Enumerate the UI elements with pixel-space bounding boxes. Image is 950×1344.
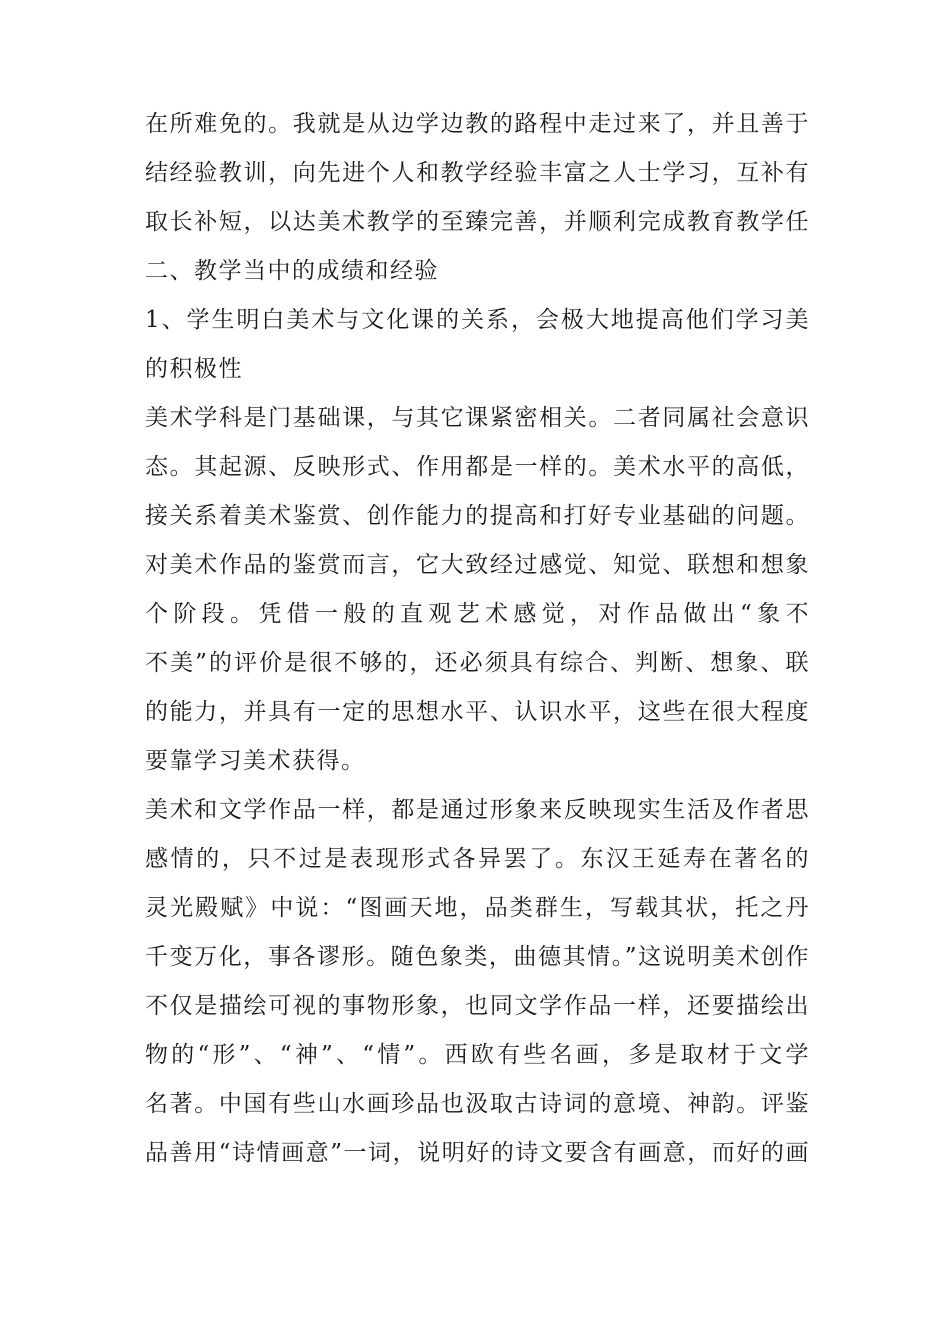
text-line: 对美术作品的鉴赏而言，它大致经过感觉、知觉、联想和想象	[145, 552, 810, 578]
text-line: 在所难免的。我就是从边学边教的路程中走过来了，并且善于	[145, 111, 810, 137]
text-line: 个阶段。凭借一般的直观艺术感觉，对作品做出“象不	[145, 601, 810, 627]
text-line: 取长补短，以达美术教学的至臻完善，并顺利完成教育教学任	[145, 209, 810, 235]
text-line: 品善用“诗情画意”一词，说明好的诗文要含有画意，而好的画	[145, 1140, 810, 1166]
subsection-heading: 1、学生明白美术与文化课的关系，会极大地提高他们学习美	[145, 307, 810, 333]
body-text	[145, 100, 810, 1178]
text-line: 接关系着美术鉴赏、创作能力的提高和打好专业基础的问题。	[145, 503, 810, 529]
text-line: 感情的，只不过是表现形式各异罢了。东汉王延寿在著名的	[145, 846, 810, 872]
text-line: 美术学科是门基础课，与其它课紧密相关。二者同属社会意识	[145, 405, 810, 431]
text-line: 的能力，并具有一定的思想水平、认识水平，这些在很大程度	[145, 699, 810, 725]
text-line: 名著。中国有些山水画珍品也汲取古诗词的意境、神韵。评鉴	[145, 1091, 810, 1117]
text-line: 不仅是描绘可视的事物形象，也同文学作品一样，还要描绘出	[145, 993, 810, 1019]
subsection-heading-continued: 的积极性	[145, 356, 243, 382]
text-line: 千变万化，事各谬形。随色象类，曲德其情。”这说明美术创作	[145, 944, 810, 970]
text-line: 要靠学习美术获得。	[145, 748, 366, 774]
text-line: 不美”的评价是很不够的，还必须具有综合、判断、想象、联	[145, 650, 810, 676]
text-line: 结经验教训，向先进个人和教学经验丰富之人士学习，互补有	[145, 160, 810, 186]
text-line: 灵光殿赋》中说：“图画天地，品类群生，写载其状，托之丹	[145, 895, 810, 921]
text-line: 美术和文学作品一样，都是通过形象来反映现实生活及作者思	[145, 797, 810, 823]
text-line: 态。其起源、反映形式、作用都是一样的。美术水平的高低，	[145, 454, 810, 480]
text-line: 物的“形”、“神”、“情”。西欧有些名画，多是取材于文学	[145, 1042, 810, 1068]
section-heading: 二、教学当中的成绩和经验	[145, 258, 439, 284]
